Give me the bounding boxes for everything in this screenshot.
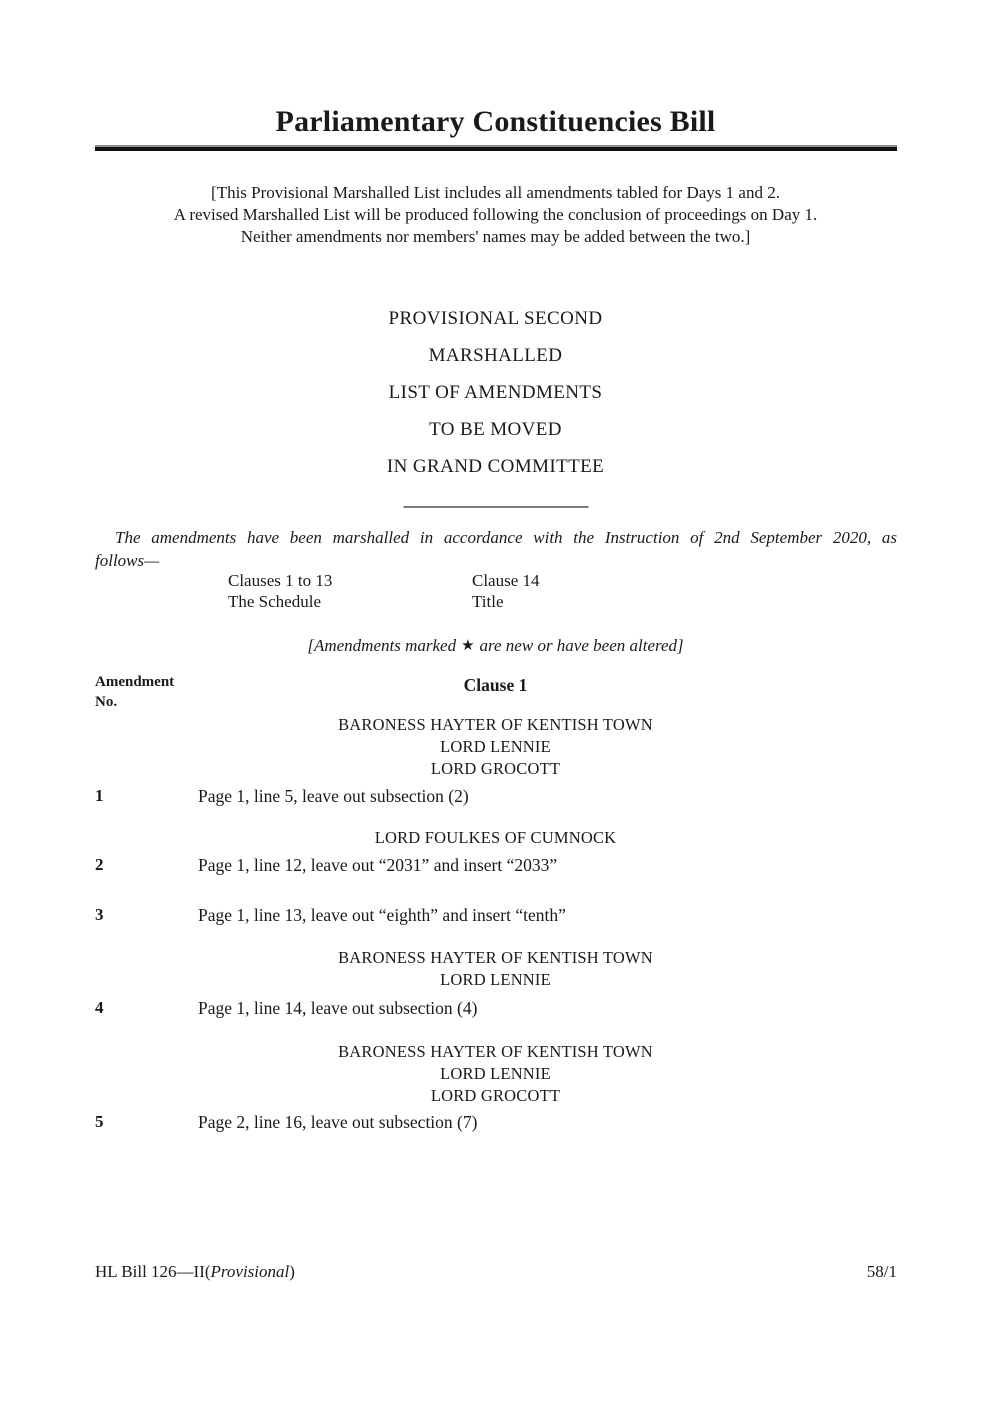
amendment-column-label-line: Amendment bbox=[95, 674, 175, 690]
amendment-number: 1 bbox=[95, 786, 104, 805]
amendment-item bbox=[95, 853, 897, 877]
page-title: Parliamentary Constituencies Bill bbox=[275, 105, 716, 138]
amendment-text: Page 1, line 13, leave out “eighth” and insert “tenth” bbox=[198, 905, 566, 925]
sponsor-group bbox=[0, 947, 991, 991]
order-cell: The Schedule bbox=[228, 592, 321, 611]
sponsor-name: BARONESS HAYTER OF KENTISH TOWN bbox=[338, 1042, 653, 1061]
provisional-note-line: Neither amendments nor members' names may be added between the two.] bbox=[240, 227, 751, 246]
sponsor-name: LORD FOULKES OF CUMNOCK bbox=[374, 828, 617, 847]
heading-line: IN GRAND COMMITTEE bbox=[386, 456, 605, 477]
sponsor-name: LORD LENNIE bbox=[440, 737, 551, 756]
heading-line: LIST OF AMENDMENTS bbox=[388, 382, 603, 403]
provisional-note-line: A revised Marshalled List will be produced following the conclusion of proceedings on Day 1. bbox=[173, 205, 818, 224]
page-reference: 58/1 bbox=[866, 1262, 897, 1281]
star-note-suffix: are new or have been altered] bbox=[479, 636, 684, 655]
star-icon: ★ bbox=[461, 638, 475, 654]
sponsor-name: LORD GROCOTT bbox=[430, 759, 561, 778]
provisional-note-line: [This Provisional Marshalled List includes all amendments tabled for Days 1 and 2. bbox=[211, 183, 780, 202]
sponsor-name: BARONESS HAYTER OF KENTISH TOWN bbox=[338, 948, 653, 967]
amendment-item bbox=[95, 903, 897, 927]
sponsor-name: LORD GROCOTT bbox=[430, 1086, 561, 1105]
provisional-note bbox=[0, 182, 991, 248]
amendment-text: Page 1, line 14, leave out subsection (4) bbox=[198, 998, 478, 1018]
title-rule bbox=[95, 145, 897, 151]
heading-line: MARSHALLED bbox=[428, 345, 563, 366]
heading-line: PROVISIONAL SECOND bbox=[388, 308, 603, 329]
sponsor-name: BARONESS HAYTER OF KENTISH TOWN bbox=[338, 715, 653, 734]
document-headings bbox=[0, 300, 991, 485]
section-divider bbox=[403, 506, 588, 508]
amendment-number: 2 bbox=[95, 855, 104, 874]
marshalling-paragraph bbox=[95, 526, 897, 572]
amendment-text: Page 2, line 16, leave out subsection (7) bbox=[198, 1112, 478, 1132]
sponsor-name: LORD LENNIE bbox=[440, 1064, 551, 1083]
heading-line: TO BE MOVED bbox=[429, 419, 562, 440]
marshalling-order-list bbox=[228, 570, 540, 612]
amendment-item bbox=[95, 996, 897, 1020]
bill-reference bbox=[95, 1261, 295, 1283]
sponsor-group bbox=[0, 827, 991, 849]
amendment-number: 4 bbox=[95, 998, 104, 1017]
amendment-text: Page 1, line 12, leave out “2031” and insert “2033” bbox=[198, 855, 558, 875]
marshalling-paragraph-line: The amendments have been marshalled in accordance with the Instruction of 2nd September 2020, as bbox=[115, 528, 897, 547]
document-footer bbox=[95, 1261, 897, 1283]
amendment-number: 5 bbox=[95, 1112, 104, 1131]
order-cell: Clause 14 bbox=[472, 571, 540, 590]
order-row bbox=[228, 591, 540, 612]
amendment-item bbox=[95, 1110, 897, 1134]
amendment-text: Page 1, line 5, leave out subsection (2) bbox=[198, 786, 469, 806]
order-cell: Clauses 1 to 13 bbox=[228, 571, 333, 590]
order-row bbox=[228, 570, 540, 591]
sponsor-group bbox=[0, 714, 991, 780]
star-note-prefix: [Amendments marked bbox=[307, 636, 457, 655]
bill-reference-suffix: ) bbox=[289, 1262, 295, 1281]
sponsor-name: LORD LENNIE bbox=[440, 970, 551, 989]
amendment-column-label-line: No. bbox=[95, 694, 118, 710]
bill-reference-prefix: HL Bill 126—II( bbox=[95, 1262, 211, 1281]
amendment-item bbox=[95, 784, 897, 808]
star-note bbox=[0, 635, 991, 658]
amendment-number: 3 bbox=[95, 905, 104, 924]
order-cell: Title bbox=[472, 592, 504, 611]
sponsor-group bbox=[0, 1041, 991, 1107]
bill-reference-provisional: Provisional bbox=[210, 1262, 290, 1281]
marshalling-paragraph-line: follows— bbox=[95, 551, 160, 570]
clause-heading: Clause 1 bbox=[463, 675, 528, 695]
